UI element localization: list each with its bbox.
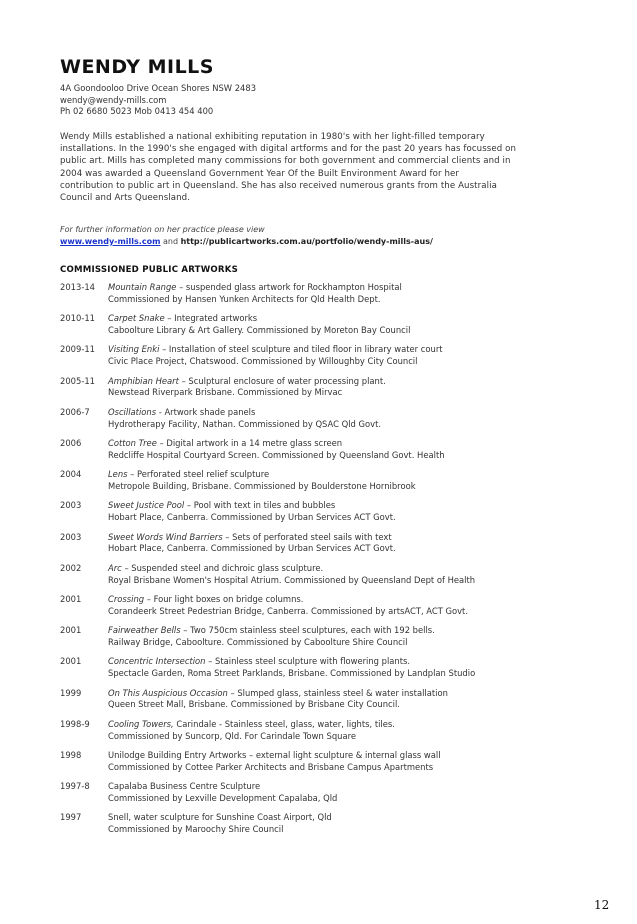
work-title: Carpet Snake [108, 313, 165, 324]
work-title: Oscillations [108, 406, 157, 417]
work-commission: Metropole Building, Brisbane. Commissioned by Boulderstone Hornibrook [108, 480, 416, 491]
work-commission: Redcliffe Hospital Courtyard Screen. Commissioned by Queensland Govt. Health [108, 449, 445, 460]
work-year: 2009-11 [60, 344, 95, 355]
work-detail: – Suspended steel and dichroic glass sculpture. [121, 562, 324, 573]
work-year: 2010-11 [60, 313, 95, 324]
work-line-1 [108, 812, 332, 824]
work-description [108, 781, 337, 805]
work-detail: Snell, water sculpture for Sunshine Coast Airport, Qld [108, 812, 332, 823]
work-detail: – Integrated artworks [164, 313, 258, 324]
work-description [108, 469, 416, 493]
work-title: Fairweather Bells [108, 625, 181, 636]
work-line-1 [108, 407, 381, 419]
work-line-1 [108, 313, 410, 325]
work-title: Mountain Range [108, 282, 177, 292]
work-description [108, 532, 396, 556]
website-link[interactable]: www.wendy-mills.com [60, 237, 161, 246]
work-detail: Capalaba Business Centre Sculpture [108, 781, 261, 792]
work-year: 1997-8 [60, 781, 90, 792]
work-description [108, 500, 396, 524]
work-line-1 [108, 594, 468, 606]
work-year: 2005-11 [60, 375, 95, 386]
work-year: 2004 [60, 469, 82, 480]
work-commission: Queen Street Mall, Brisbane. Commissioned by Brisbane City Council. [108, 699, 400, 710]
work-title: Lens [108, 469, 128, 480]
work-description [108, 313, 410, 337]
work-commission: Newstead Riverpark Brisbane. Commissioned by Mirvac [108, 387, 343, 398]
work-detail: – Four light boxes on bridge columns. [144, 594, 304, 604]
work-detail: – suspended glass artwork for Rockhampton Hospital [176, 282, 402, 292]
work-title: Crossing [108, 594, 145, 604]
work-description [108, 625, 435, 649]
email: wendy@wendy-mills.com [60, 94, 167, 105]
work-line-1 [108, 376, 386, 388]
bio-line: 2004 was awarded a Queensland Government Year Of the Built Environment Award for her [60, 168, 460, 179]
work-commission: Railway Bridge, Caboolture. Commissioned by Caboolture Shire Council [108, 636, 408, 647]
work-year: 1999 [60, 687, 82, 698]
work-year: 2006-7 [60, 406, 90, 417]
work-commission: Commissioned by Suncorp, Qld. For Carindale Town Square [108, 730, 356, 741]
work-line-1 [108, 688, 448, 700]
work-line-1 [108, 625, 435, 637]
portfolio-link[interactable]: http://publicartworks.com.au/portfolio/wendy-mills-aus/ [180, 237, 433, 246]
bio-line: public art. Mills has completed many commissions for both government and commercial clients and in [60, 156, 511, 167]
work-year: 2001 [60, 656, 82, 667]
work-line-1 [108, 750, 441, 762]
bio-line: contribution to public art in Queensland. She has also received numerous grants from the Australia [60, 180, 497, 191]
work-detail: – Sets of perforated steel sails with text [222, 531, 392, 542]
work-year: 2001 [60, 625, 82, 636]
work-title: Amphibian Heart [108, 375, 179, 386]
work-line-1 [108, 719, 395, 731]
work-detail: Carindale - Stainless steel, glass, water, lights, tiles. [173, 718, 395, 729]
work-year: 2003 [60, 500, 82, 511]
work-description [108, 750, 441, 774]
work-year: 2001 [60, 594, 82, 604]
work-detail: – Slumped glass, stainless steel & water installation [227, 687, 448, 698]
work-commission: Hobart Place, Canberra. Commissioned by Urban Services ACT Govt. [108, 512, 396, 523]
work-line-1 [108, 282, 402, 294]
work-title: Cooling Towers, [108, 718, 174, 729]
work-line-1 [108, 563, 475, 575]
work-title: Concentric Intersection [108, 656, 206, 667]
work-description [108, 407, 381, 431]
work-description [108, 282, 402, 306]
work-description [108, 688, 448, 712]
work-description [108, 812, 332, 836]
work-description [108, 563, 475, 587]
work-description [108, 656, 475, 680]
work-title: Cotton Tree [108, 438, 157, 448]
bio-line: Wendy Mills established a national exhibiting reputation in 1980's with her light-filled temporary [60, 132, 485, 142]
work-commission: Royal Brisbane Women's Hospital Atrium. Commissioned by Queensland Dept of Health [108, 574, 476, 585]
work-year: 2003 [60, 531, 82, 542]
work-year: 2002 [60, 562, 82, 573]
link-joiner: and [162, 237, 179, 246]
work-line-1 [108, 656, 475, 668]
phone: Ph 02 6680 5023 Mob 0413 454 400 [60, 106, 214, 116]
work-commission: Caboolture Library & Art Gallery. Commissioned by Moreton Bay Council [108, 324, 411, 335]
work-line-1 [108, 781, 337, 793]
work-year: 1998-9 [60, 718, 90, 729]
work-detail: – Installation of steel sculpture and tiled floor in library water court [159, 344, 443, 355]
work-detail: – Pool with text in tiles and bubbles [184, 500, 336, 511]
work-commission: Hobart Place, Canberra. Commissioned by Urban Services ACT Govt. [108, 543, 396, 554]
work-line-1 [108, 438, 445, 450]
section-title: COMMISSIONED PUBLIC ARTWORKS [60, 265, 238, 275]
work-year: 2013-14 [60, 282, 95, 292]
work-title: Visiting Enki [108, 344, 160, 355]
work-line-1 [108, 344, 443, 356]
work-line-1 [108, 532, 396, 544]
bio-line: installations. In the 1990's she engaged with digital artforms and for the past 20 years has focussed on [60, 144, 517, 155]
more-info-note: For further information on her practice please view [60, 225, 265, 234]
work-description [108, 344, 443, 368]
work-commission: Commissioned by Lexville Development Capalaba, Qld [108, 792, 338, 803]
work-title: On This Auspicious Occasion [108, 687, 228, 698]
work-title: Sweet Words Wind Barriers [108, 531, 223, 542]
work-title: Sweet Justice Pool [108, 500, 185, 511]
work-year: 2006 [60, 438, 82, 448]
resume-name: WENDY MILLS [60, 56, 214, 78]
work-description [108, 594, 468, 618]
work-commission: Commissioned by Maroochy Shire Council [108, 824, 284, 835]
work-detail: – Perforated steel relief sculpture [127, 469, 270, 480]
work-detail: – Stainless steel sculpture with flowering plants. [205, 656, 411, 667]
work-commission: Civic Place Project, Chatswood. Commissioned by Willoughby City Council [108, 356, 418, 367]
work-description [108, 719, 395, 743]
work-title: Arc [108, 562, 122, 573]
work-detail: – Two 750cm stainless steel sculptures, each with 192 bells. [180, 625, 435, 636]
work-description [108, 438, 445, 462]
work-detail: – Sculptural enclosure of water processing plant. [178, 375, 386, 386]
work-commission: Commissioned by Cottee Parker Architects and Brisbane Campus Apartments [108, 761, 434, 772]
work-year: 1997 [60, 812, 82, 823]
work-commission: Commissioned by Hansen Yunken Architects for Qld Health Dept. [108, 293, 381, 304]
work-commission: Corandeerk Street Pedestrian Bridge, Canberra. Commissioned by artsACT, ACT Govt. [108, 605, 468, 616]
more-info [60, 224, 433, 248]
bio-line: Council and Arts Queensland. [60, 193, 191, 204]
work-line-1 [108, 469, 416, 481]
contact-block [60, 83, 256, 118]
work-detail: - Artwork shade panels [156, 406, 256, 417]
work-commission: Hydrotherapy Facility, Nathan. Commissioned by QSAC Qld Govt. [108, 418, 382, 429]
work-detail: Unilodge Building Entry Artworks – external light sculpture & internal glass wall [108, 750, 441, 760]
work-description [108, 376, 386, 400]
work-year: 1998 [60, 750, 82, 760]
work-line-1 [108, 500, 396, 512]
page-number: 12 [594, 898, 610, 912]
work-commission: Spectacle Garden, Roma Street Parklands, Brisbane. Commissioned by Landplan Studio [108, 668, 476, 679]
work-detail: – Digital artwork in a 14 metre glass screen [156, 438, 343, 448]
bio-paragraph [60, 131, 626, 204]
address: 4A Goondooloo Drive Ocean Shores NSW 2483 [60, 83, 257, 93]
